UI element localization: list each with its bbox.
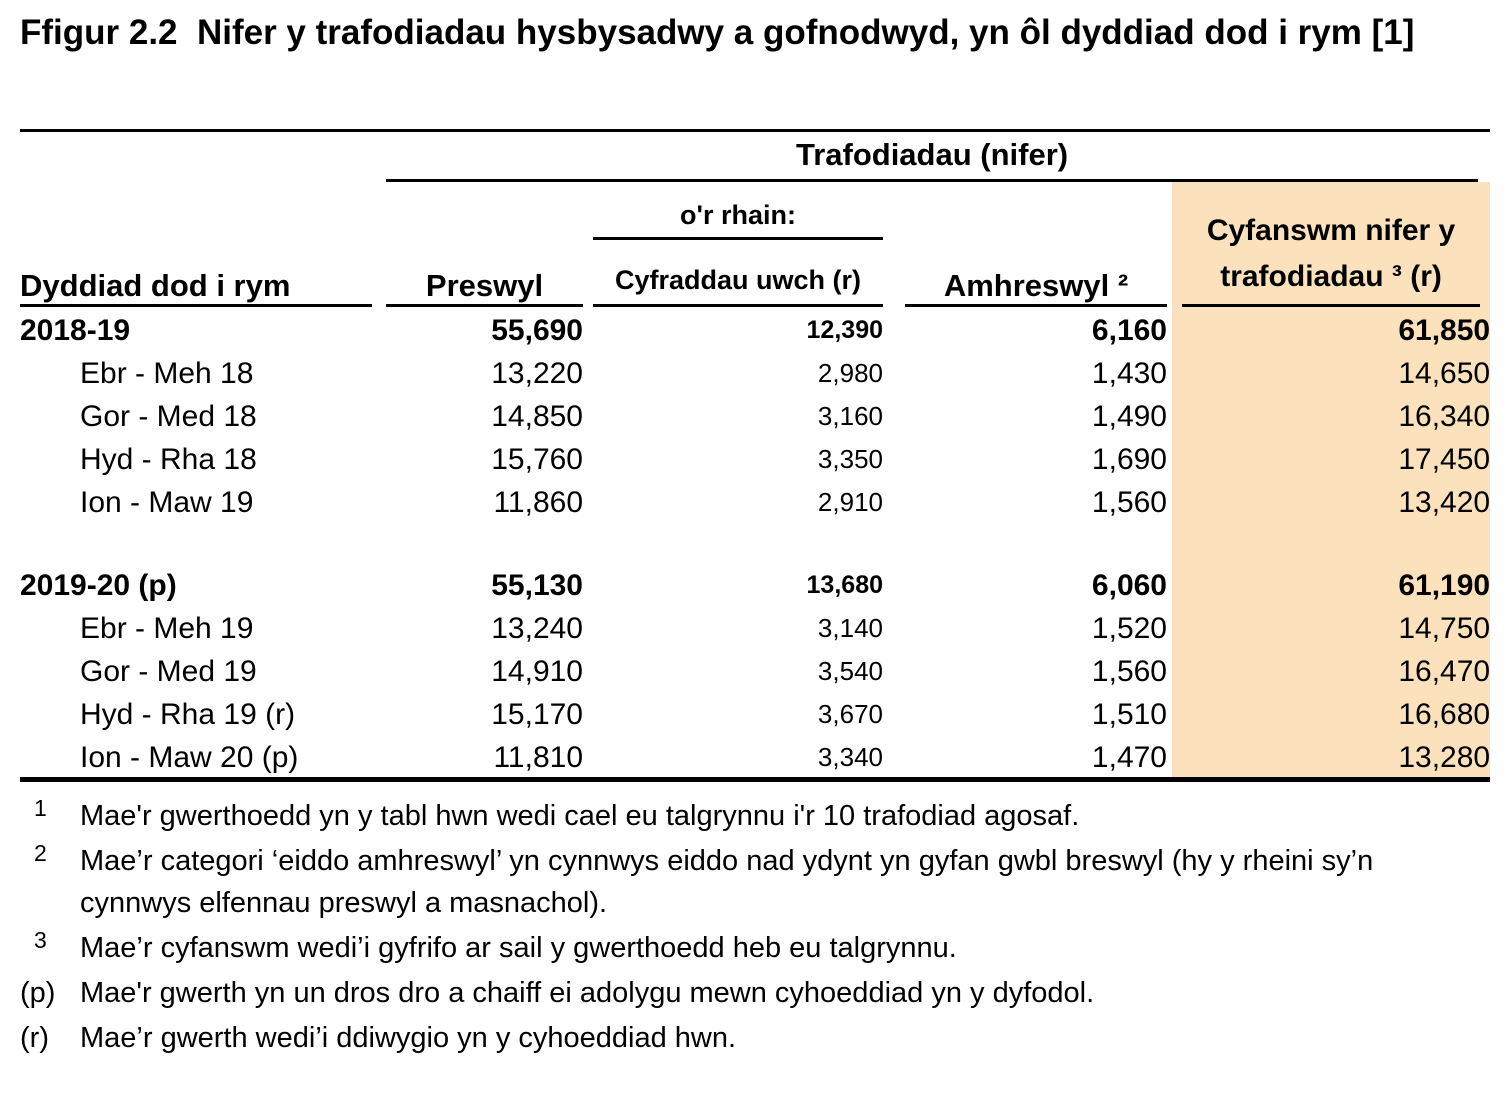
footnote-1 [20,795,1485,837]
higher-rates-value: 3,140 [817,613,883,643]
higher-rates-value: 2,980 [817,358,883,388]
column-header-residential: Preswyl [386,240,583,307]
footnote-marker: (p) [20,977,56,1009]
higher-rates-value: 3,350 [817,444,883,474]
residential-value: 14,910 [491,654,583,688]
row-label: Ebr - Meh 18 [80,356,254,390]
footnote-2 [20,840,1485,924]
total-value: 14,750 [1172,605,1490,648]
higher-rates-value: 3,340 [817,742,883,772]
group-header-cell [386,132,1490,182]
footnote-marker: 2 [34,840,47,866]
non-residential-value: 1,690 [1091,442,1167,476]
footnote-text: Mae’r gwerth wedi’i ddiwygio yn y cyhoeddiad hwn. [80,1022,737,1054]
total-value: 16,340 [1172,393,1490,436]
footnote-p [8,972,1485,1014]
transactions-table [20,132,1490,777]
footnote-r [8,1017,1485,1059]
non-residential-value: 1,470 [1091,740,1167,774]
row-label: Ion - Maw 20 (p) [80,740,299,774]
row-label: Hyd - Rha 19 (r) [80,697,296,731]
table-row-quarter [20,479,1490,522]
higher-rates-value: 3,160 [817,401,883,431]
footnote-text: Mae'r gwerthoedd yn y tabl hwn wedi cael eu talgrynnu i'r 10 trafodiad agosaf. [80,800,1080,832]
group-header-trafodiadau: Trafodiadau (nifer) [386,137,1478,182]
higher-rates-value: 13,680 [806,571,883,599]
total-value: 16,680 [1172,691,1490,734]
residential-value: 55,130 [491,568,583,602]
total-value: 13,280 [1172,734,1490,777]
table-row-quarter [20,436,1490,479]
residential-value: 11,810 [493,740,583,774]
table-row-quarter [20,734,1490,777]
non-residential-value: 6,060 [1091,568,1167,602]
row-label: Gor - Med 19 [80,654,257,688]
non-residential-value: 1,490 [1091,399,1167,433]
residential-value: 11,860 [493,485,583,519]
non-residential-value: 1,560 [1091,654,1167,688]
table-row-quarter [20,691,1490,734]
residential-value: 55,690 [491,313,583,347]
group-header-spacer [20,132,386,182]
residential-value: 13,240 [491,611,583,645]
total-value: 13,420 [1172,479,1490,522]
total-value: 61,190 [1172,562,1490,605]
row-label: Gor - Med 18 [80,399,257,433]
higher-rates-value: 12,390 [806,316,883,344]
footnote-3 [20,927,1485,969]
non-residential-value: 6,160 [1091,313,1167,347]
spacer-row [20,522,1490,562]
residential-value: 15,760 [491,442,583,476]
higher-rates-value: 3,540 [817,656,883,686]
residential-value: 15,170 [491,697,583,731]
row-label: Ion - Maw 19 [80,485,254,519]
row-label: 2018-19 [20,313,131,347]
non-residential-value: 1,560 [1091,485,1167,519]
table-row-quarter [20,350,1490,393]
total-value: 17,450 [1172,436,1490,479]
non-residential-value: 1,520 [1091,611,1167,645]
table-row-quarter [20,393,1490,436]
bottom-rule [20,777,1490,782]
group-header-row [20,132,1490,182]
total-value: 14,650 [1172,350,1490,393]
page-title: Ffigur 2.2 Nifer y trafodiadau hysbysadwy a gofnodwyd, yn ôl dyddiad dod i rym [1] [20,13,1415,52]
footnote-marker: 1 [34,795,47,821]
total-column-header: Cyfanswm nifer y trafodiadau ³ (r) [1172,182,1490,307]
footnote-marker: (r) [20,1022,49,1054]
table-row-quarter [20,605,1490,648]
footnote-marker: 3 [34,927,47,953]
footnote-text: Mae’r cyfanswm wedi’i gyfrifo ar sail y gwerthoedd heb eu talgrynnu. [80,932,957,964]
total-value: 16,470 [1172,648,1490,691]
footnote-text: Mae’r categori ‘eiddo amhreswyl’ yn cynnwys eiddo nad ydynt yn gyfan gwbl breswyl (hy y rheini sy’n cynnwys elfennau preswyl a masnachol). [80,845,1374,919]
table-row-year-2018-19 [20,307,1490,350]
total-value: 61,850 [1172,307,1490,350]
higher-rates-value: 3,670 [817,699,883,729]
residential-value: 14,850 [491,399,583,433]
higher-rates-value: 2,910 [817,487,883,517]
column-header-non-residential: Amhreswyl ² [905,240,1167,307]
row-label: Hyd - Rha 18 [80,442,257,476]
footnotes [20,795,1485,1059]
table-row-year-2019-20 [20,562,1490,605]
row-label: 2019-20 (p) [20,568,177,602]
of-which-header: o'r rhain: [593,182,883,240]
column-header-higher-rates: Cyfraddau uwch (r) [593,240,883,307]
table-row-quarter [20,648,1490,691]
non-residential-value: 1,510 [1091,697,1167,731]
non-residential-value: 1,430 [1091,356,1167,390]
residential-value: 13,220 [491,356,583,390]
footnote-text: Mae'r gwerth yn un dros dro a chaiff ei adolygu mewn cyhoeddiad yn y dyfodol. [80,977,1095,1009]
row-label: Ebr - Meh 19 [80,611,254,645]
of-which-row [20,182,1490,240]
column-header-date: Dyddiad dod i rym [20,240,372,307]
